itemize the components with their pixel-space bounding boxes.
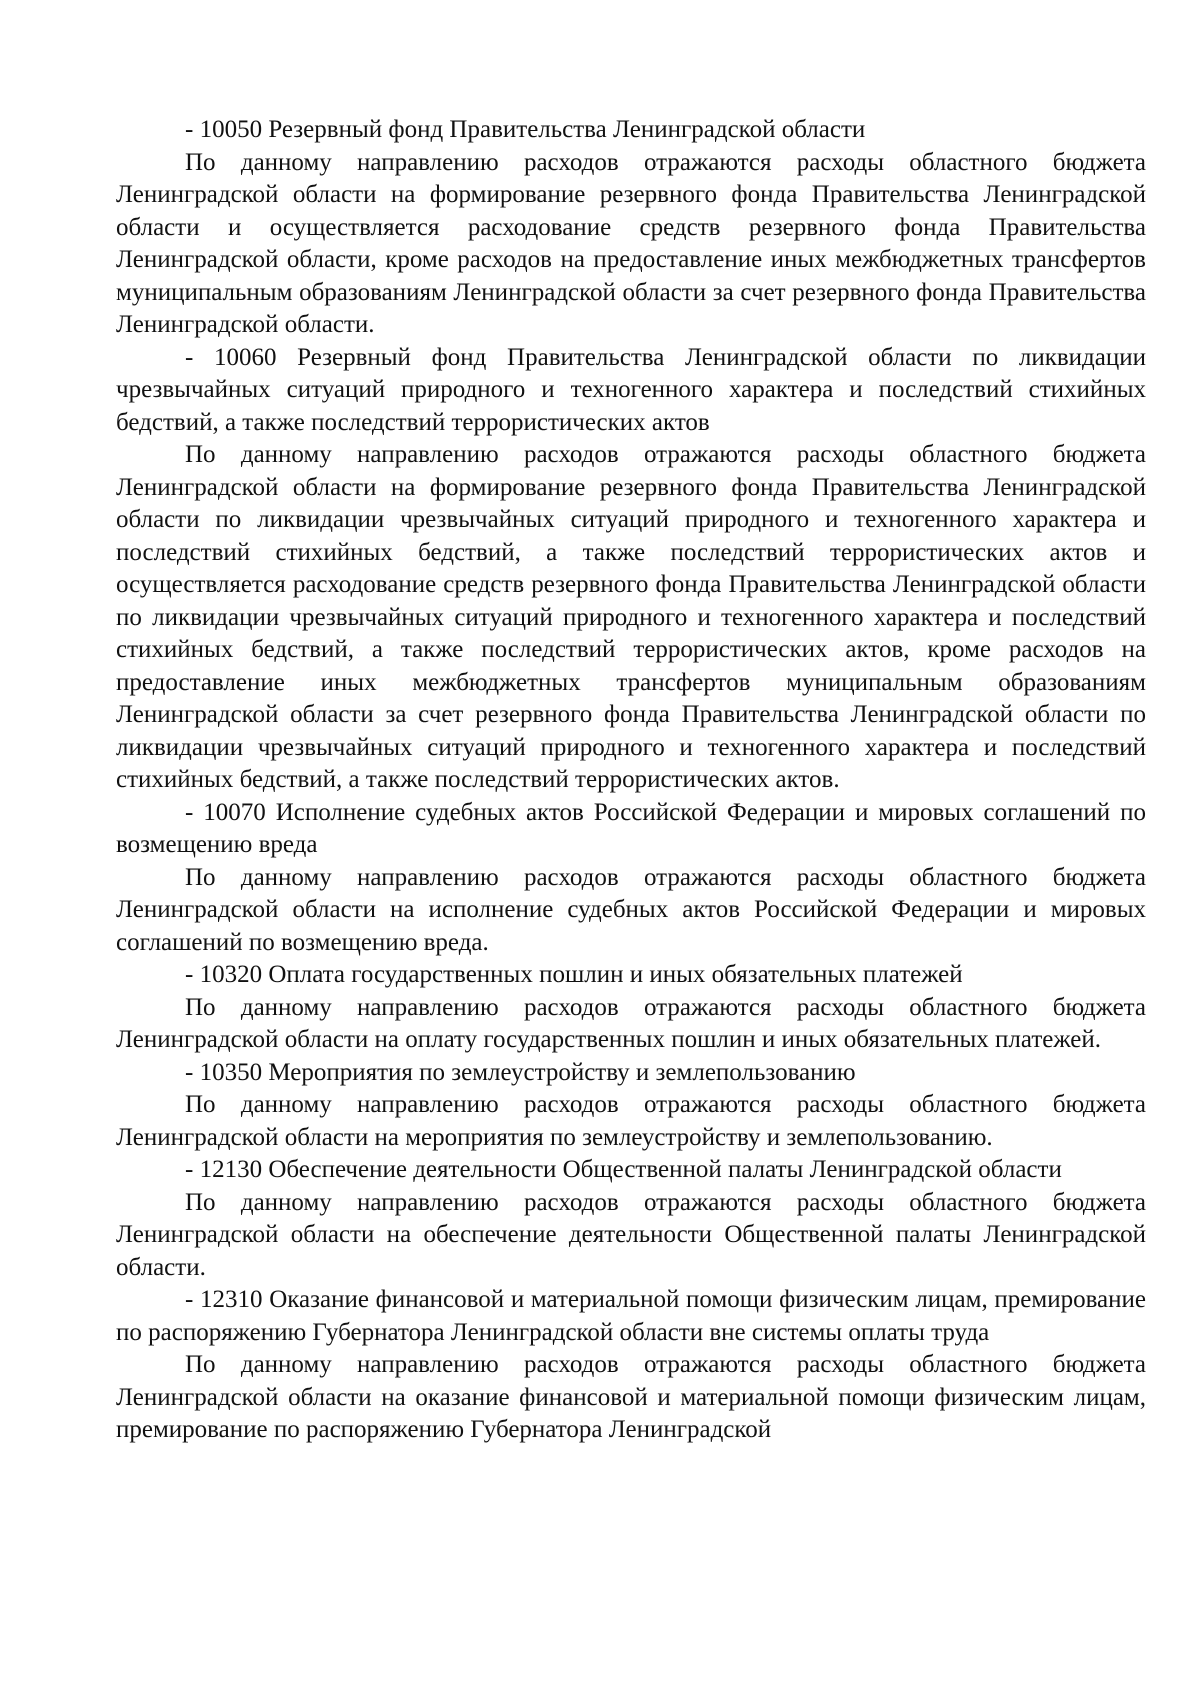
item-heading-10320: - 10320 Оплата государственных пошлин и иных обязательных платежей: [185, 961, 963, 988]
item-heading-12310: - 12310 Оказание финансовой и материальной помощи физическим лицам, премирование по распоряжению Губернатора Ленинградской области вне системы оплаты труда: [116, 1286, 1146, 1346]
item-description-10320: По данному направлению расходов отражаются расходы областного бюджета Ленинградской области на оплату государственных пошлин и иных обязательных платежей.: [116, 993, 1146, 1053]
item-heading-10350: - 10350 Мероприятия по землеустройству и землепользованию: [185, 1058, 856, 1086]
item-description-10060: По данному направлению расходов отражаются расходы областного бюджета Ленинградской области на формирование резервного фонда Правительства Ленинградской области по ликвидации чрезвычайных ситуаций природного и техногенного характера и последствий стихийных бедствий, а также последствий террористических актов и осуществляется расходование средств резервного фонда Правительства Ленинградской области по ликвидации чрезвычайных ситуаций природного и техногенного характера и последствий стихийных бедствий, а также последствий террористических актов, кроме расходов на предоставление иных межбюджетных трансфертов муниципальным образованиям Ленинградской области за счет резервного фонда Правительства Ленинградской области по ликвидации чрезвычайных ситуаций природного и техногенного характера и последствий стихийных бедствий, а также последствий террористических актов.: [116, 441, 1146, 793]
item-description-10350: По данному направлению расходов отражаются расходы областного бюджета Ленинградской области на мероприятия по землеустройству и землепользованию.: [116, 1091, 1146, 1151]
item-description-12130: По данному направлению расходов отражаются расходы областного бюджета Ленинградской области на обеспечение деятельности Общественной палаты Ленинградской области.: [116, 1188, 1146, 1281]
item-heading-12130: - 12130 Обеспечение деятельности Общественной палаты Ленинградской области: [185, 1156, 1062, 1183]
item-description-10050: По данному направлению расходов отражаются расходы областного бюджета Ленинградской области на формирование резервного фонда Правительства Ленинградской области и осуществляется расходование средств резервного фонда Правительства Ленинградской области, кроме расходов на предоставление иных межбюджетных трансфертов муниципальным образованиям Ленинградской области за счет резервного фонда Правительства Ленинградской области.: [116, 148, 1146, 338]
document-page: [116, 114, 1146, 1447]
item-heading-10060: - 10060 Резервный фонд Правительства Ленинградской области по ликвидации чрезвычайных ситуаций природного и техногенного характера и последствий стихийных бедствий, а также последствий террористических актов: [116, 343, 1146, 436]
item-description-10070: По данному направлению расходов отражаются расходы областного бюджета Ленинградской области на исполнение судебных актов Российской Федерации и мировых соглашений по возмещению вреда.: [116, 863, 1146, 956]
item-heading-10070: - 10070 Исполнение судебных актов Российской Федерации и мировых соглашений по возмещению вреда: [116, 798, 1146, 858]
item-description-12310: По данному направлению расходов отражаются расходы областного бюджета Ленинградской области на оказание финансовой и материальной помощи физическим лицам, премирование по распоряжению Губернатора Ленинградской: [116, 1351, 1146, 1443]
item-heading-10050: - 10050 Резервный фонд Правительства Ленинградской области: [185, 116, 866, 143]
